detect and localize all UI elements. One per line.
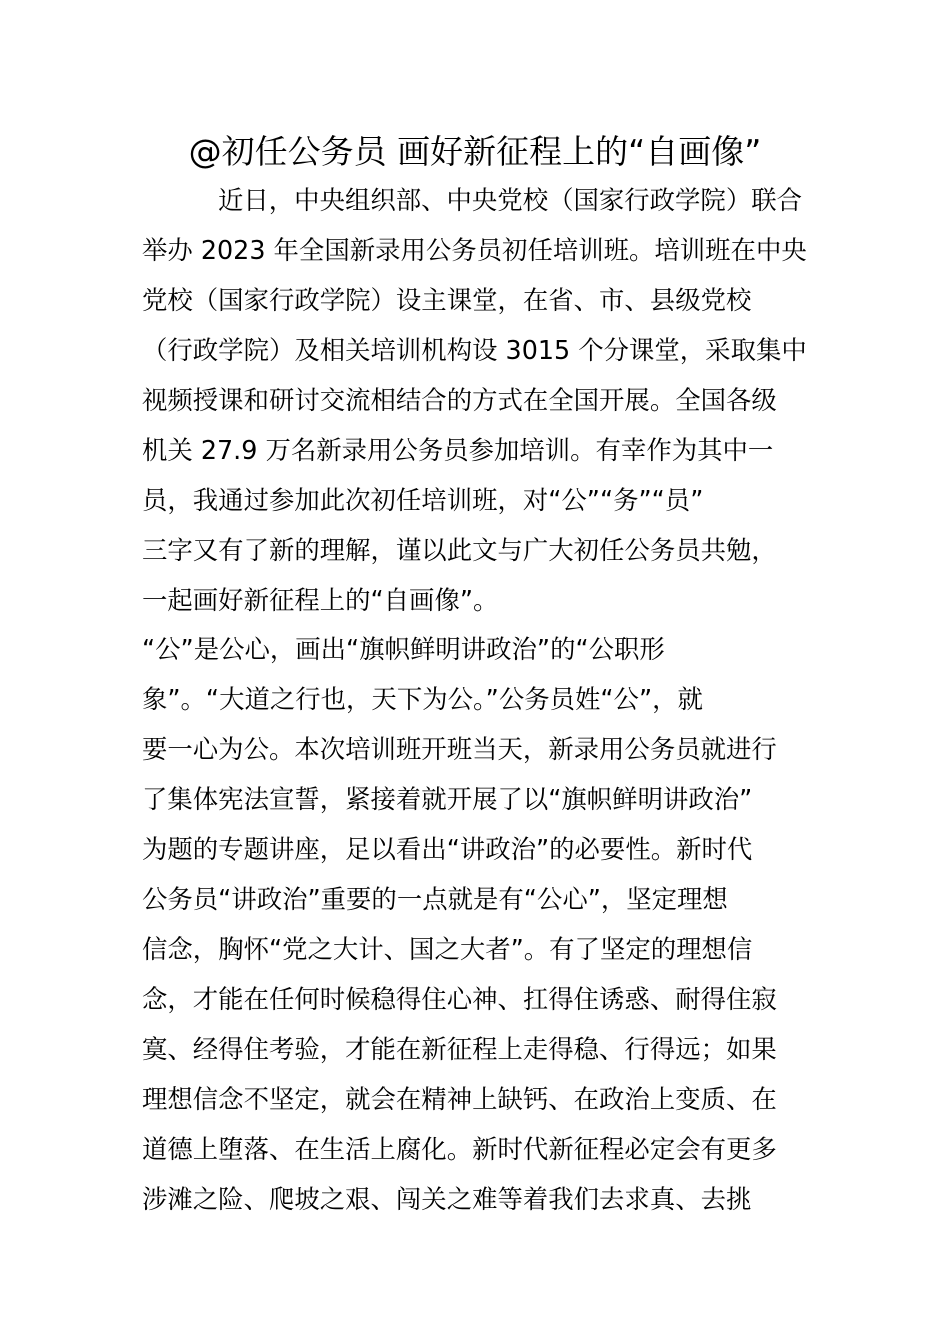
text-line: 象”。“大道之行也，天下为公。”公务员姓“公”，就: [142, 684, 703, 714]
text-line: 为题的专题讲座，足以看出“讲政治”的必要性。新时代: [142, 834, 753, 864]
paragraph-2: [142, 624, 812, 1224]
text-line: 信念，胸怀“党之大计、国之大者”。有了坚定的理想信: [142, 934, 753, 964]
text-line: 公务员“讲政治”重要的一点就是有“公心”，坚定理想: [142, 884, 728, 914]
text-line: “公”是公心，画出“旗帜鲜明讲政治”的“公职形: [142, 634, 665, 664]
text-line: （行政学院）及相关培训机构设 3015 个分课堂，采取集中: [142, 335, 807, 365]
text-line: 理想信念不坚定，就会在精神上缺钙、在政治上变质、在: [142, 1084, 777, 1114]
text-line: 要一心为公。本次培训班开班当天，新录用公务员就进行: [142, 734, 777, 764]
text-line: 员，我通过参加此次初任培训班，对“公”“务”“员”: [142, 485, 704, 515]
document-title: @初任公务员 画好新征程上的“自画像”: [188, 132, 762, 171]
text-line: 寞、经得住考验，才能在新征程上走得稳、行得远；如果: [142, 1034, 777, 1064]
text-line: 涉滩之险、爬坡之艰、闯关之难等着我们去求真、去挑: [142, 1184, 752, 1214]
text-line: 近日，中央组织部、中央党校（国家行政学院）联合: [218, 185, 802, 215]
text-line: 一起画好新征程上的“自画像”。: [142, 585, 499, 615]
text-line: 党校（国家行政学院）设主课堂，在省、市、县级党校: [142, 285, 752, 315]
text-line: 道德上堕落、在生活上腐化。新时代新征程必定会有更多: [142, 1134, 777, 1164]
text-line: 机关 27.9 万名新录用公务员参加培训。有幸作为其中一: [142, 435, 774, 465]
text-line: 举办 2023 年全国新录用公务员初任培训班。培训班在中央: [142, 235, 807, 265]
paragraph-1: [142, 175, 812, 625]
text-line: 视频授课和研讨交流相结合的方式在全国开展。全国各级: [142, 385, 777, 415]
text-line: 念，才能在任何时候稳得住心神、扛得住诱惑、耐得住寂: [142, 984, 777, 1014]
text-line: 了集体宪法宣誓，紧接着就开展了以“旗帜鲜明讲政治”: [142, 784, 753, 814]
text-line: 三字又有了新的理解，谨以此文与广大初任公务员共勉，: [142, 535, 777, 565]
